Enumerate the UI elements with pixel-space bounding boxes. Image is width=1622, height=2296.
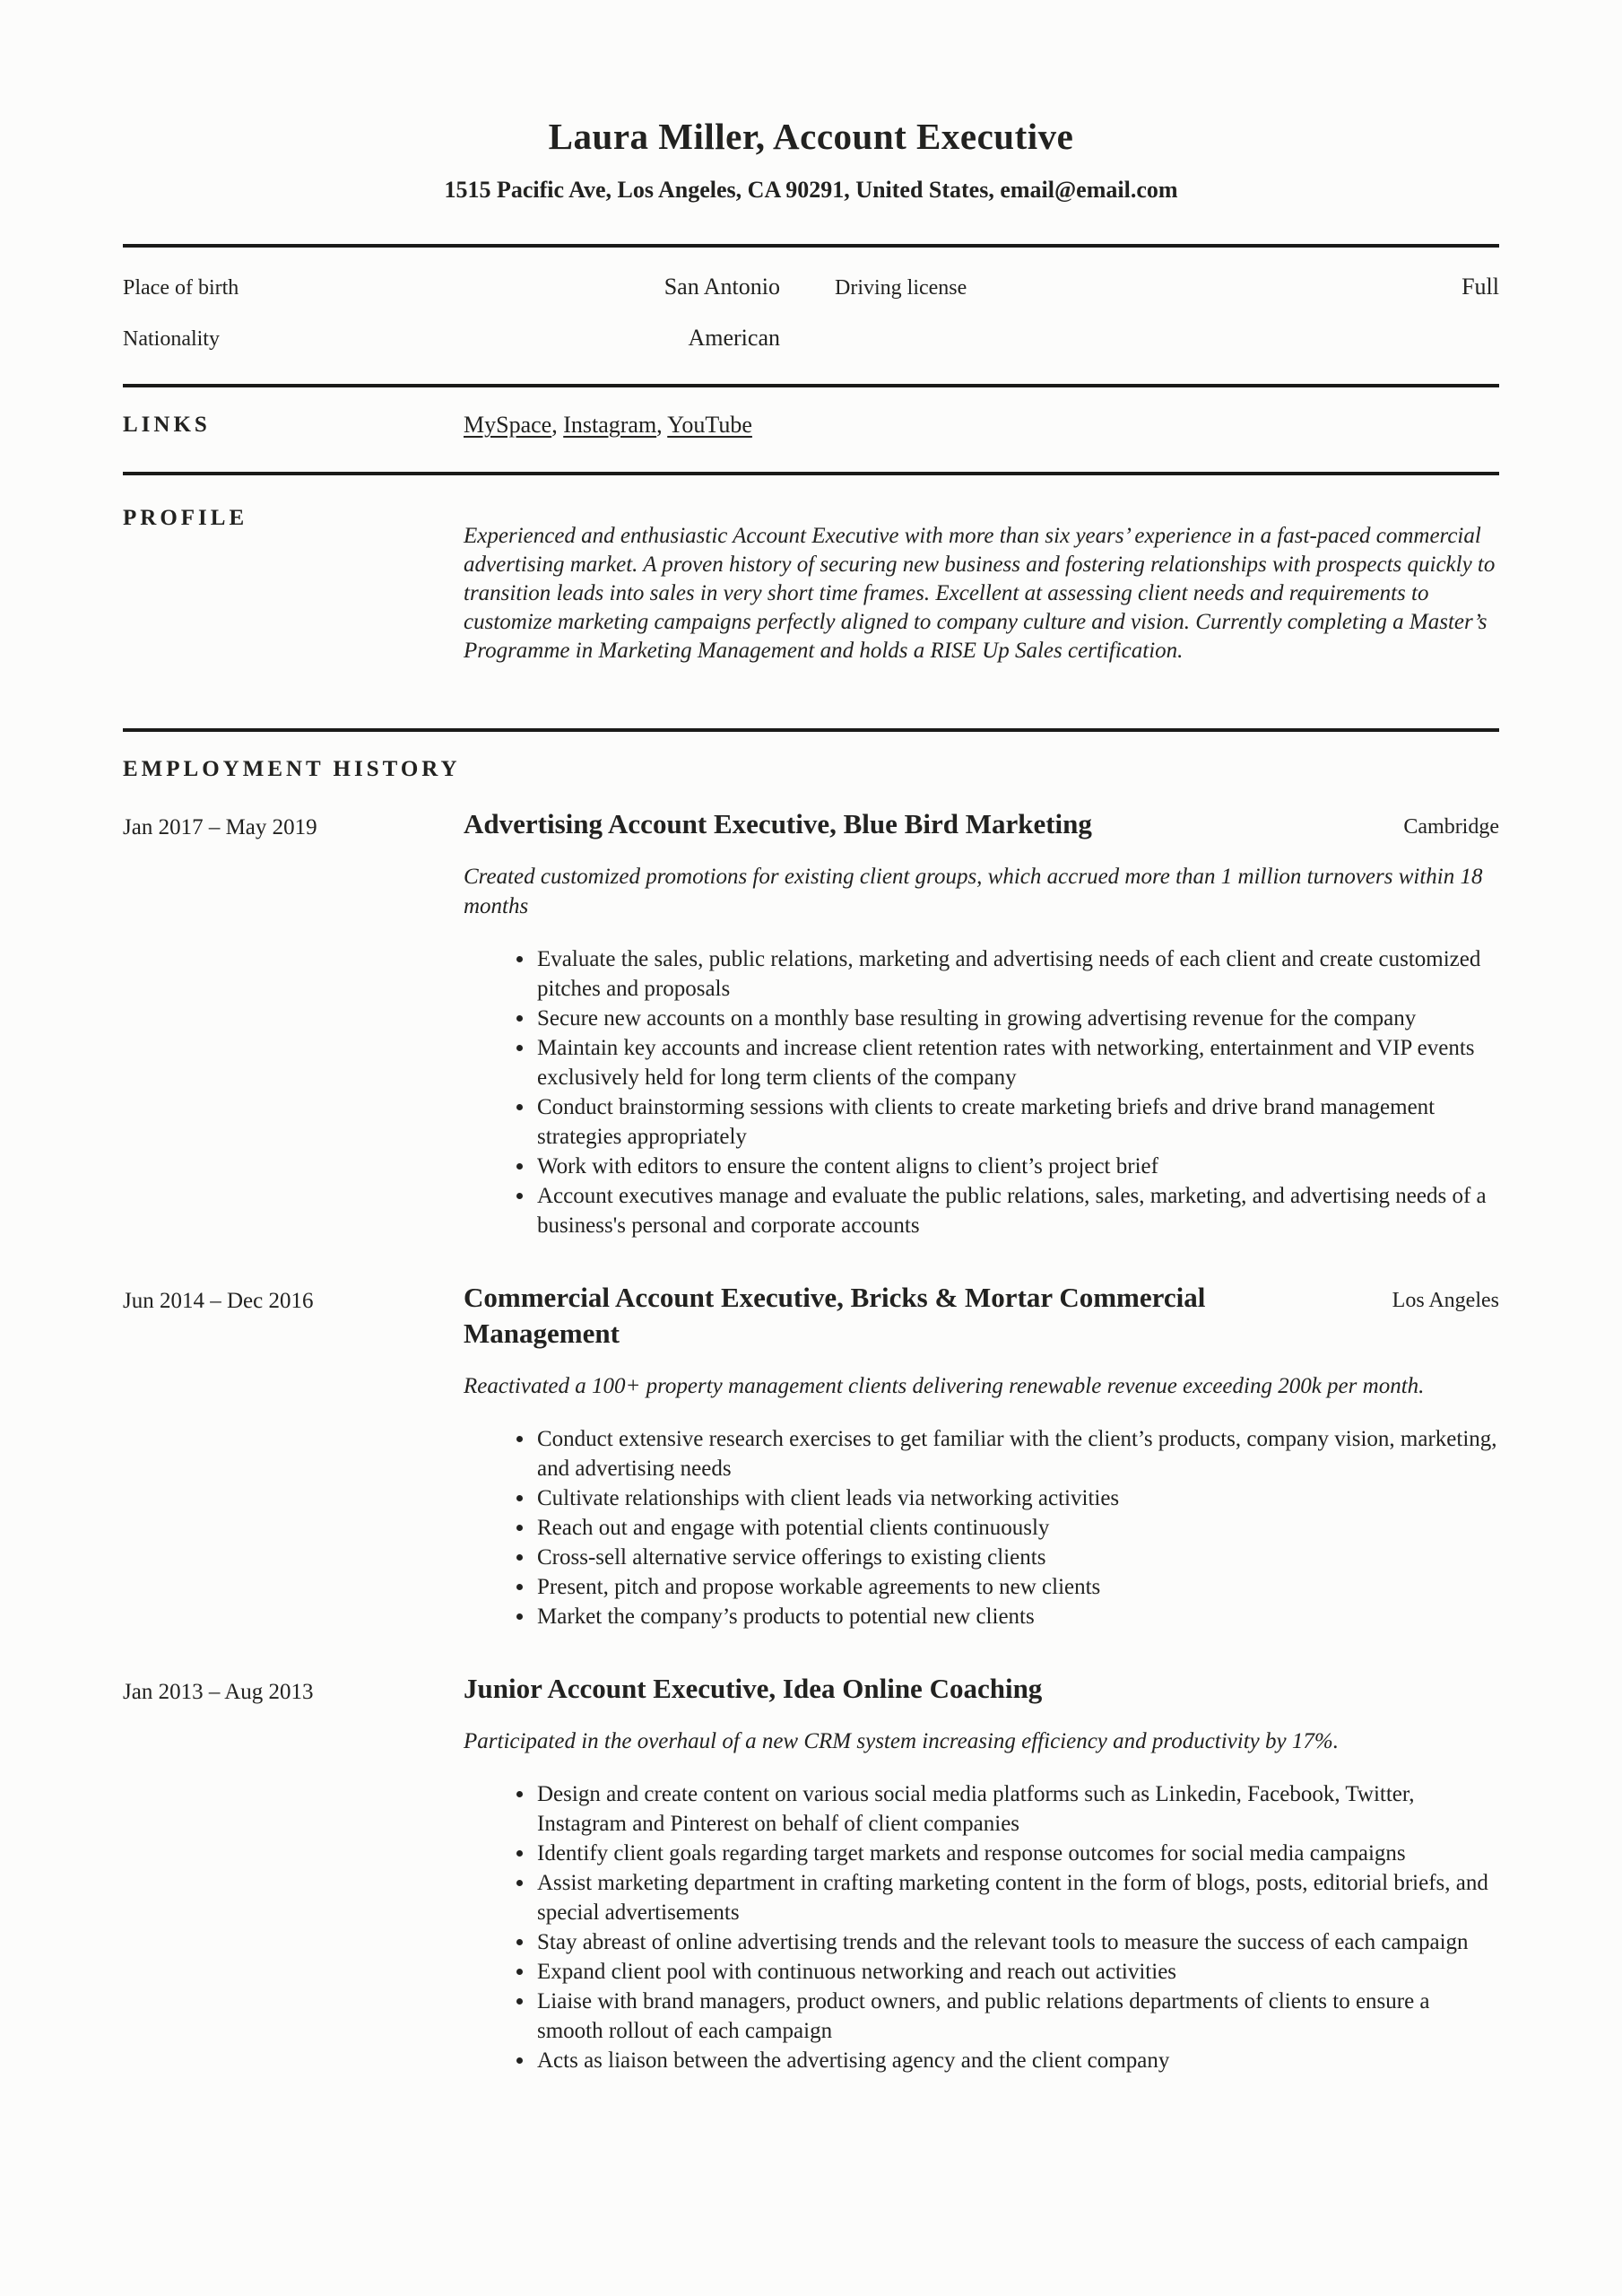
bullet-item: • Evaluate the sales, public relations, marketing and advertising needs of each client and create customized pitches and proposals bbox=[535, 944, 1499, 1004]
bullet-item: • Acts as liaison between the advertising agency and the client company bbox=[535, 2046, 1499, 2075]
job-bullet-list bbox=[464, 1779, 1499, 2075]
job-entry-3 bbox=[123, 1671, 1499, 2075]
job-title: Junior Account Executive, Idea Online Coaching bbox=[464, 1673, 1043, 1704]
job-main bbox=[464, 806, 1499, 1240]
nationality-label: Nationality bbox=[123, 327, 220, 351]
links-section-label: LINKS bbox=[123, 413, 211, 437]
bullet-item: • Conduct brainstorming sessions with clients to create marketing briefs and drive brand management strategies appropriately bbox=[535, 1092, 1499, 1152]
bullet-item: • Conduct extensive research exercises to get familiar with the client’s products, company vision, marketing, and advertising needs bbox=[535, 1424, 1499, 1483]
links-list bbox=[464, 411, 1499, 439]
place-of-birth-value: San Antonio bbox=[664, 274, 780, 300]
driving-license-label: Driving license bbox=[835, 276, 967, 300]
job-entry-2 bbox=[123, 1280, 1499, 1631]
bullet-item: • Reach out and engage with potential clients continuously bbox=[535, 1513, 1499, 1543]
driving-license-value: Full bbox=[1462, 274, 1499, 300]
job-entry-1 bbox=[123, 806, 1499, 1240]
job-head bbox=[464, 1280, 1499, 1352]
job-summary: Participated in the overhaul of a new CRM system increasing efficiency and productivity by 17%. bbox=[464, 1729, 1339, 1753]
job-bullet-list bbox=[464, 1424, 1499, 1631]
job-summary: Created customized promotions for existing client groups, which accrued more than 1 million turnovers within 18 months bbox=[464, 865, 1483, 918]
place-of-birth-label: Place of birth bbox=[123, 276, 239, 300]
link-instagram[interactable]: Instagram bbox=[563, 412, 657, 438]
bullet-item: • Cultivate relationships with client leads via networking activities bbox=[535, 1483, 1499, 1513]
job-head bbox=[464, 806, 1499, 842]
link-separator: , bbox=[551, 412, 564, 438]
job-main bbox=[464, 1280, 1499, 1631]
job-location: Cambridge bbox=[1403, 815, 1499, 839]
bullet-item: • Secure new accounts on a monthly base resulting in growing advertising revenue for the company bbox=[535, 1004, 1499, 1033]
job-title: Advertising Account Executive, Blue Bird Marketing bbox=[464, 808, 1092, 839]
link-myspace[interactable]: MySpace bbox=[464, 412, 552, 438]
nationality-value: American bbox=[688, 325, 780, 351]
bullet-item: • Design and create content on various social media platforms such as Linkedin, Facebook, Twitter, Instagram and Pinterest on behalf of client companies bbox=[535, 1779, 1499, 1839]
bullet-item: • Work with editors to ensure the content aligns to client’s project brief bbox=[535, 1152, 1499, 1181]
link-separator: , bbox=[656, 412, 668, 438]
employment-section-label: EMPLOYMENT HISTORY bbox=[123, 757, 461, 781]
bullet-item: • Account executives manage and evaluate the public relations, sales, marketing, and advertising needs of a business's personal and corporate accounts bbox=[535, 1181, 1499, 1240]
links-section bbox=[123, 387, 1499, 472]
job-title: Commercial Account Executive, Bricks & Mortar Commercial Management bbox=[464, 1282, 1206, 1349]
bullet-item: • Expand client pool with continuous networking and reach out activities bbox=[535, 1957, 1499, 1987]
job-dates: Jan 2013 – Aug 2013 bbox=[123, 1680, 314, 1704]
contact-line: 1515 Pacific Ave, Los Angeles, CA 90291, United States, email@email.com bbox=[444, 177, 1178, 203]
profile-text: Experienced and enthusiastic Account Executive with more than six years’ experience in a fast-paced commercial advertising market. A proven history of securing new business and fostering relationships with prospects quickly to transition leads into sales in very short time frames. Excellent at assessing client needs and requirements to customize marketing campaigns perfectly aligned to company culture and vision. Currently completing a Master’s Programme in Marketing Management and holds a RISE Up Sales certification. bbox=[464, 524, 1496, 663]
link-youtube[interactable]: YouTube bbox=[667, 412, 752, 438]
bullet-item: • Maintain key accounts and increase client retention rates with networking, entertainment and VIP events exclusively held for long term clients of the company bbox=[535, 1033, 1499, 1092]
details-row-2 bbox=[123, 324, 1499, 353]
job-bullet-list bbox=[464, 944, 1499, 1240]
job-dates: Jan 2017 – May 2019 bbox=[123, 815, 317, 839]
details-section bbox=[123, 248, 1499, 384]
employment-section bbox=[123, 732, 1499, 2075]
resume-header bbox=[123, 115, 1499, 204]
bullet-item: • Liaise with brand managers, product owners, and public relations departments of clients to ensure a smooth rollout of each campaign bbox=[535, 1987, 1499, 2046]
bullet-item: • Market the company’s products to potential new clients bbox=[535, 1602, 1499, 1631]
job-location: Los Angeles bbox=[1392, 1289, 1499, 1312]
profile-section-label: PROFILE bbox=[123, 506, 248, 530]
page-title: Laura Miller, Account Executive bbox=[548, 116, 1074, 157]
bullet-item: • Identify client goals regarding target markets and response outcomes for social media campaigns bbox=[535, 1839, 1499, 1868]
job-dates: Jun 2014 – Dec 2016 bbox=[123, 1289, 314, 1313]
details-row-1 bbox=[123, 273, 1499, 302]
bullet-item: • Present, pitch and propose workable agreements to new clients bbox=[535, 1572, 1499, 1602]
job-summary: Reactivated a 100+ property management clients delivering renewable revenue exceeding 200k per month. bbox=[464, 1374, 1425, 1398]
job-main bbox=[464, 1671, 1499, 2075]
bullet-item: • Stay abreast of online advertising trends and the relevant tools to measure the success of each campaign bbox=[535, 1927, 1499, 1957]
job-head bbox=[464, 1671, 1499, 1707]
bullet-item: • Cross-sell alternative service offerings to existing clients bbox=[535, 1543, 1499, 1572]
profile-section bbox=[123, 475, 1499, 728]
bullet-item: • Assist marketing department in crafting marketing content in the form of blogs, posts, editorial briefs, and special advertisements bbox=[535, 1868, 1499, 1927]
